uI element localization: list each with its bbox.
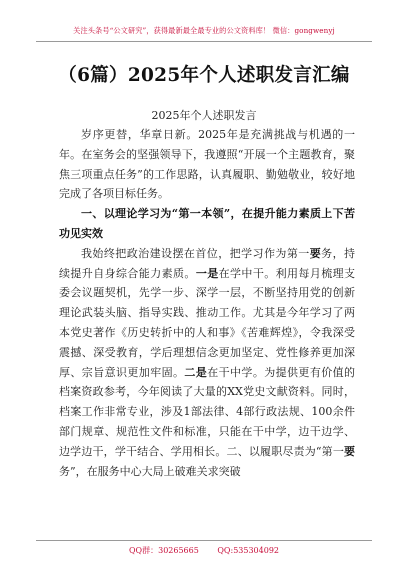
footer-qq-group: QQ群：30265665 xyxy=(128,546,199,555)
point-label-second: 二是 xyxy=(184,365,208,379)
document-title: （6篇）2025年个人述职发言汇编 xyxy=(58,65,350,86)
point-label-first: 一是 xyxy=(195,266,219,280)
footer-contact xyxy=(0,545,408,556)
header-divider xyxy=(36,41,372,42)
emphasis-yao-1: 要 xyxy=(309,246,322,260)
paragraph-study-text-e: 在学中干。利用每月梳理支委会议题契机，先学一步、深学一层，不断坚持用党的创新理论武装头脑、指导实践、推动工作。尤其是今年学习了两本党史著作《历史转折中的人和事》《苦难辉煌》，令我深受震撼、深受教育，学后理想信念更加坚定、党性修养更加深厚、宗旨意识更加牢固。 xyxy=(59,266,356,379)
footer-divider xyxy=(36,540,372,541)
document-body xyxy=(59,125,355,481)
header-promo-note: 关注头条号“公文研究”，获得最新最全最专业的公文资料库！ 微信：gongwenyj xyxy=(73,26,335,35)
paragraph-study-text-f: 在干中学。为提供更有价值的档案资政参考，今年阅读了大量的XX党史文献资料。同时，档案工作非常专业，涉及1部法律、4部行政法规、100余件部门规章、规范性文件和标准，只能在干中学，边干边学、边学边干，学干结合、学用相长。二、以履职尽责为“第一 xyxy=(59,365,356,458)
emphasis-yao-2: 要 xyxy=(344,444,355,458)
paragraph-study xyxy=(59,244,355,482)
footer-qq: QQ:535304092 xyxy=(217,546,279,555)
paragraph-intro: 岁序更替，华章日新。2025年是充满挑战与机遇的一年。在室务会的坚强领导下，我遵照“开展一个主题教育，聚焦三项重点任务”的工作思路，认真履职、勤勉敬业，较好地完成了各项目标任务。 xyxy=(59,128,355,201)
document-subtitle: 2025年个人述职发言 xyxy=(151,109,257,122)
paragraph-study-text-g: 务”，在服务中心大局上破难关求突破 xyxy=(59,464,241,478)
section-heading-1: 一、以理论学习为“第一本领”，在提升能力素质上下苦功见实效 xyxy=(59,207,355,240)
paragraph-study-text-a: 我始终把政治建设摆在首位，把学习作为第一 xyxy=(81,246,310,260)
paragraph-study-text-c: 务，持续提升自身综合能力素质。 xyxy=(59,246,356,280)
